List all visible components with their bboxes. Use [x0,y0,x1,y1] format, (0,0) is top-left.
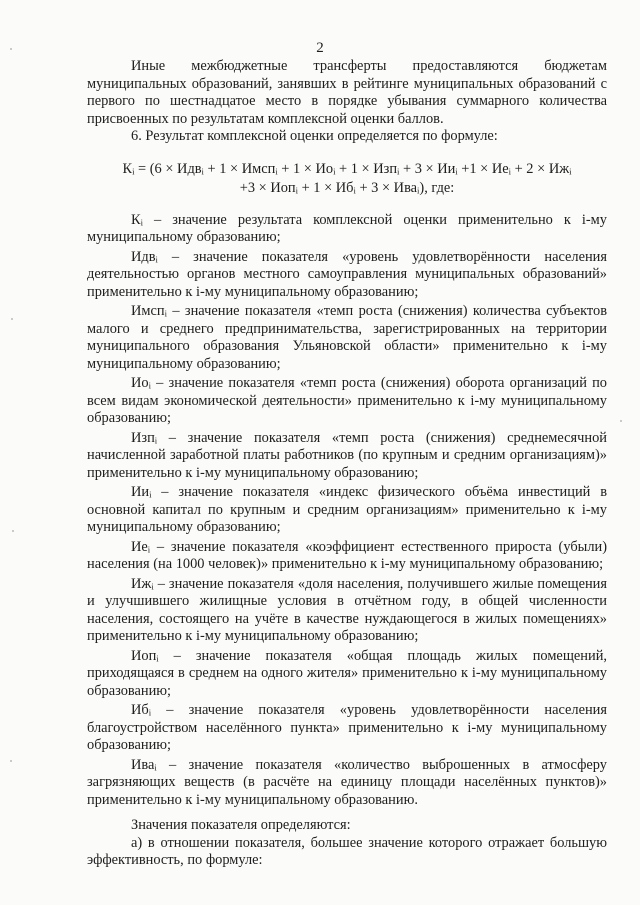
definition-imsp: Имспᵢ – значение показателя «темп роста (снижения) количества субъектов малого и среднего предпринимательства, зарегистрированных на территории муниципального образования Ульяновской области» применительно к i-му муниципальному образованию; [87,303,607,372]
definition-iva: Иваᵢ – значение показателя «количество выброшенных в атмосферу загрязняющих веществ (в расчёте на единицу площади населённых пунктов)» применительно к i-му муниципальному образованию. [87,756,607,808]
item-6-paragraph: 6. Результат комплексной оценки определяется по формуле: [131,128,498,144]
definition-ii: Ииᵢ – значение показателя «индекс физического объёма инвестиций в основной капитал по крупным и средним организациям» применительно к i-му муниципальному образованию; [87,484,607,535]
definition-io: Иоᵢ – значение показателя «темп роста (снижения) оборота организаций по всем видам экономической деятельности» применительно к i-му муниципальному образованию; [87,375,607,426]
definitions-list [87,212,607,810]
definition-idv: Идвᵢ – значение показателя «уровень удовлетворённости населения деятельностью органов местного самоуправления муниципальных образований» применительно к i-му муниципальному образованию; [87,248,607,300]
page-number: 2 [316,40,324,56]
values-heading: Значения показателя определяются: [131,817,351,833]
formula-line-2: +3 × Иопᵢ + 1 × Ибᵢ + 3 × Иваᵢ), где: [239,179,455,196]
definition-iop: Иопᵢ – значение показателя «общая площадь жилых помещений, приходящаяся в среднем на одного жителя» применительно к i-му муниципальному образованию; [87,647,607,699]
intro-paragraph: Иные межбюджетные трансферты предоставляются бюджетам муниципальных образований, занявших в рейтинге муниципальных образований с первого по шестнадцатое место в порядке убывания суммарного количества присвоенных по результатам комплексной оценки баллов. [87,58,607,127]
item-a-paragraph: а) в отношении показателя, большее значение которого отражает большую эффективность, по формуле: [87,834,607,868]
definition-k: Кᵢ – значение результата комплексной оценки применительно к i-му муниципальному образованию; [87,211,607,245]
formula-line-1: Кᵢ = (6 × Идвᵢ + 1 × Имспᵢ + 1 × Иоᵢ + 1 × Изпᵢ + 3 × Ииᵢ +1 × Иеᵢ + 2 × Ижᵢ [122,160,572,177]
document-body [87,58,607,870]
definition-ib: Ибᵢ – значение показателя «уровень удовлетворённости населения благоустройством населённого пункта» применительно к i-му муниципальному образованию; [87,702,607,753]
complex-score-formula [87,160,607,198]
definition-izh: Ижᵢ – значение показателя «доля населения, получившего жилые помещения и улучшившего жилищные условия в отчётном году, в общей численности населения, состоящего на учёте в качестве нуждающегося в жилых помещениях» применительно к i-му муниципальному образованию; [87,575,607,644]
definition-izp: Изпᵢ – значение показателя «темп роста (снижения) среднемесячной начисленной заработной платы работников (по крупным и средним организациям)» применительно к i-му муниципальному образованию; [87,429,607,481]
definition-ie: Иеᵢ – значение показателя «коэффициент естественного прироста (убыли) населения (на 1000 человек)» применительно к i-му муниципальному образованию; [87,538,607,572]
